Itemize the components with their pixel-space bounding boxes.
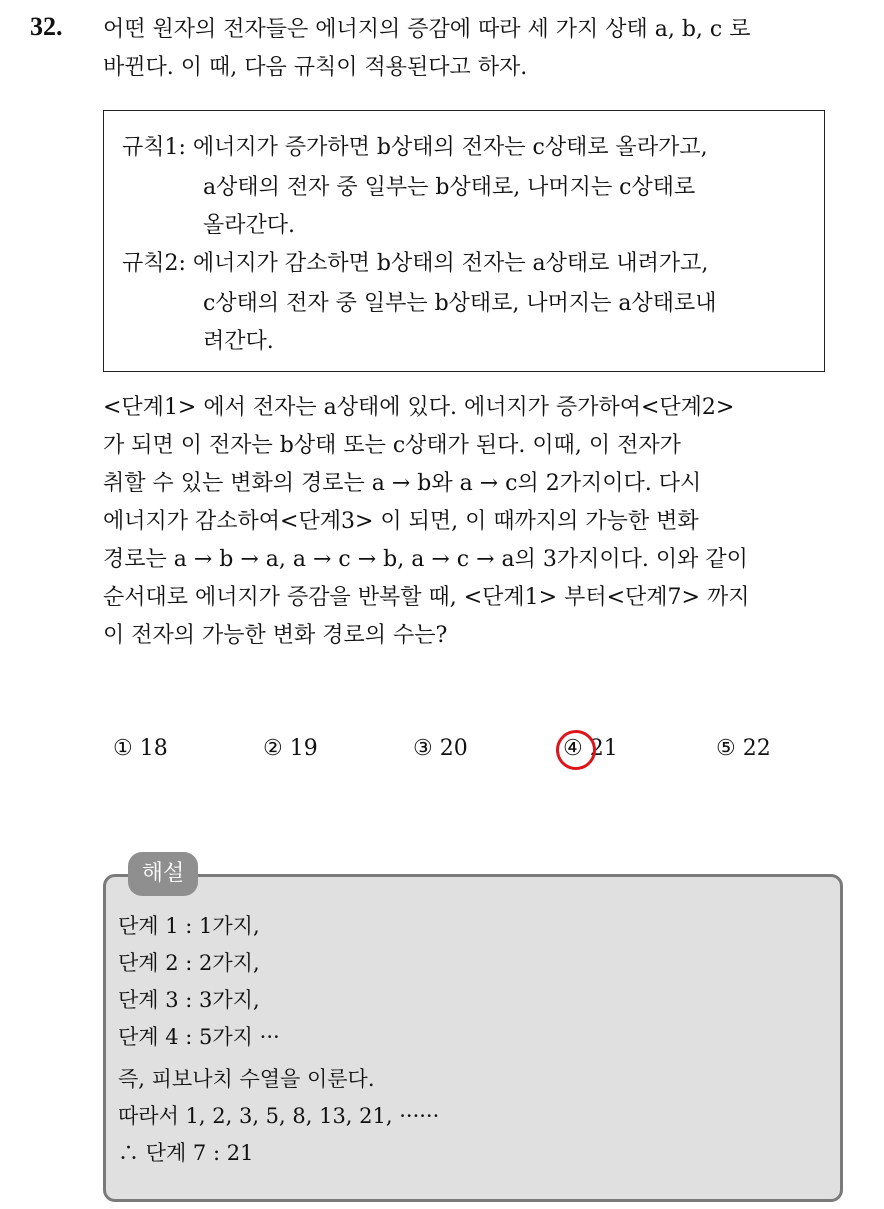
rule-1-line-1: 규칙1: 에너지가 증가하면 b상태의 전자는 c상태로 올라가고, (122, 135, 708, 160)
rule-1-line-2: a상태의 전자 중 일부는 b상태로, 나머지는 c상태로 (203, 175, 696, 200)
rule-2-line-1: 규칙2: 에너지가 감소하면 b상태의 전자는 a상태로 내려가고, (122, 251, 709, 276)
rule-2-line-3: 려간다. (203, 329, 274, 354)
choice-3[interactable]: ③ 20 (413, 736, 468, 761)
choice-4[interactable]: ④ 21 (563, 736, 618, 761)
body-line-6: 순서대로 에너지가 증감을 반복할 때, <단계1> 부터<단계7> 까지 (103, 585, 750, 610)
rule-1-line-3: 올라간다. (203, 213, 296, 238)
stem-line-2: 바뀐다. 이 때, 다음 규칙이 적용된다고 하자. (103, 55, 528, 80)
rule-2-line-2: c상태의 전자 중 일부는 b상태로, 나머지는 a상태로내 (203, 291, 717, 316)
body-line-5: 경로는 a → b → a, a → c → b, a → c → a의 3가지이다. 이와 같이 (103, 547, 748, 572)
solution-line-6: 따라서 1, 2, 3, 5, 8, 13, 21, ······ (118, 1104, 440, 1128)
choice-2[interactable]: ② 19 (263, 736, 318, 761)
solution-tag: 해설 (128, 852, 198, 896)
body-line-4: 에너지가 감소하여<단계3> 이 되면, 이 때까지의 가능한 변화 (103, 509, 699, 534)
solution-line-5: 즉, 피보나치 수열을 이룬다. (118, 1067, 375, 1091)
solution-line-3: 단계 3 : 3가지, (118, 988, 260, 1012)
solution-line-1: 단계 1 : 1가지, (118, 914, 260, 938)
solution-line-2: 단계 2 : 2가지, (118, 951, 260, 975)
body-line-7: 이 전자의 가능한 변화 경로의 수는? (103, 623, 448, 648)
body-line-3: 취할 수 있는 변화의 경로는 a → b와 a → c의 2가지이다. 다시 (103, 471, 702, 496)
body-line-2: 가 되면 이 전자는 b상태 또는 c상태가 된다. 이때, 이 전자가 (103, 433, 681, 458)
solution-line-7: ∴ 단계 7 : 21 (118, 1141, 254, 1165)
stem-line-1: 어떤 원자의 전자들은 에너지의 증감에 따라 세 가지 상태 a, b, c 로 (103, 17, 751, 42)
body-line-1: <단계1> 에서 전자는 a상태에 있다. 에너지가 증가하여<단계2> (103, 395, 735, 420)
choice-1[interactable]: ① 18 (113, 736, 168, 761)
solution-line-4: 단계 4 : 5가지 ··· (118, 1025, 280, 1049)
choice-5[interactable]: ⑤ 22 (716, 736, 771, 761)
question-number: 32. (30, 12, 63, 41)
answer-circle-mark-icon (553, 727, 598, 772)
